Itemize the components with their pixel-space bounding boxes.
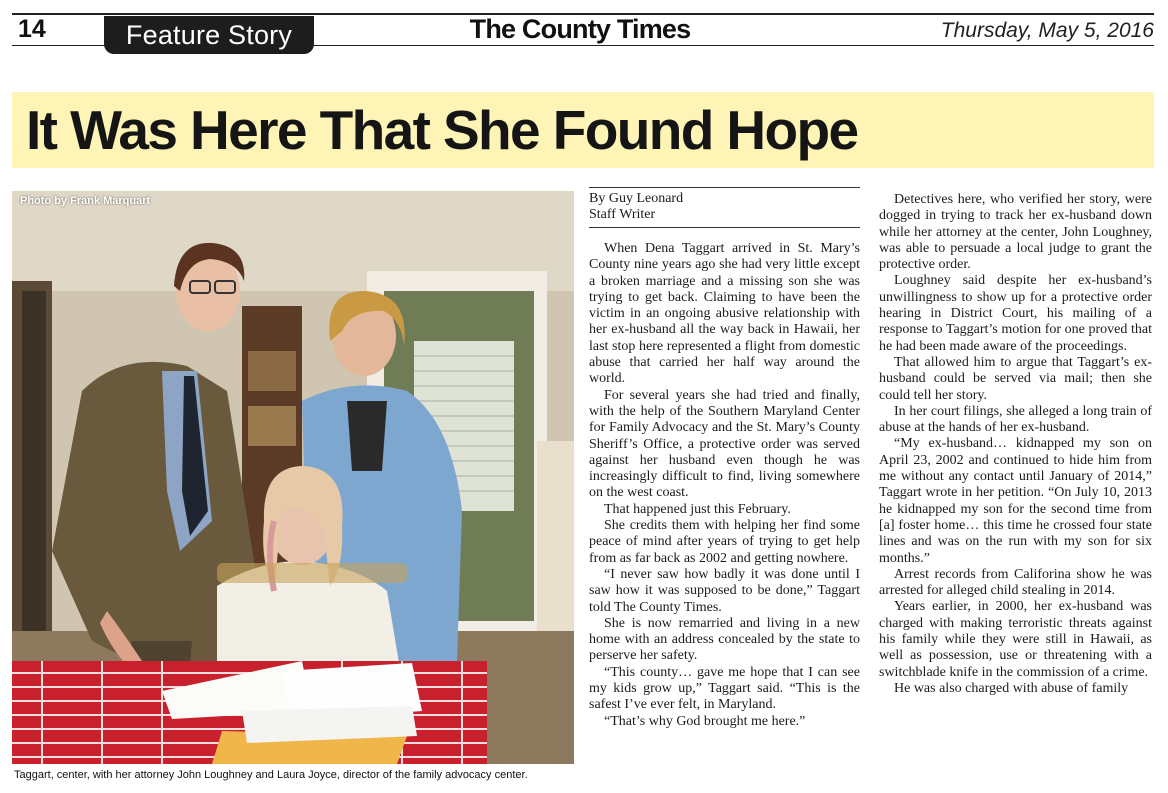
paragraph: That allowed him to argue that Taggart’s ex-husband could be served via mail; then she could tell her story.: [879, 354, 1152, 403]
paragraph: “This county… gave me hope that I can see my kids grow up,” Taggart said. “This is the safest I’ve ever felt, in Maryland.: [589, 664, 860, 713]
paragraph: “I never saw how badly it was done until I saw how it was supposed to be done,” Taggart told The County Times.: [589, 566, 860, 615]
article-column-1: [589, 241, 860, 730]
paragraph: That happened just this February.: [604, 501, 791, 517]
paragraph: Loughney said despite her ex-husband’s unwillingness to show up for a protective order hearing in District Court, his mailing of a response to Taggart’s motion for one proved that he had been made aware of the proceedings.: [879, 273, 1152, 354]
page-number: 14: [18, 15, 46, 43]
article-photo: [12, 191, 574, 764]
paragraph: She credits them with helping her find some peace of mind after years of trying to get help from as far back as 2002 and getting nowhere.: [589, 518, 860, 566]
paragraph: She is now remarried and living in a new home with an address concealed by the state to perserve her safety.: [589, 615, 860, 664]
article-column-2: [879, 192, 1152, 697]
photo-caption: Taggart, center, with her attorney John Loughney and Laura Joyce, director of the family advocacy center.: [14, 769, 528, 781]
headline: It Was Here That She Found Hope: [26, 99, 858, 161]
byline: [589, 187, 860, 228]
paragraph: “That’s why God brought me here.”: [604, 713, 806, 729]
issue-date: Thursday, May 5, 2016: [940, 19, 1154, 42]
byline-title: Staff Writer: [589, 207, 656, 222]
paragraph: For several years she had tried and finally, with the help of the Southern Maryland Center for Family Advocacy and the St. Mary’s County Sheriff’s Office, a protective order was served against her husband even though he was increasingly difficult to find, living somewhere on the west coast.: [589, 387, 860, 501]
paragraph: In her court filings, she alleged a long train of abuse at the hands of her ex-husband.: [879, 403, 1152, 436]
photo-credit: Photo by Frank Marquart: [20, 195, 151, 207]
section-tab: Feature Story: [104, 16, 314, 54]
paragraph: He was also charged with abuse of family: [894, 680, 1129, 696]
byline-author: By Guy Leonard: [589, 191, 684, 206]
paragraph: Detectives here, who verified her story, were dogged in trying to track her ex-husband down while her attorney at the center, John Loughney, was able to persuade a local judge to grant the protective order.: [879, 192, 1152, 273]
masthead: The County Times: [469, 14, 691, 44]
paragraph: “My ex-husband… kidnapped my son on April 23, 2002 and continued to hide him from me without any contact until January of 2014,” Taggart wrote in her petition. “On July 10, 2013 he kidnapped my son for the second time from [a] foster home… this time he crossed four state lines and was on the run with my son for six months.”: [879, 436, 1152, 566]
paragraph: Arrest records from Califorina show he was arrested for alleged child stealing in 2014.: [879, 566, 1152, 599]
paragraph: When Dena Taggart arrived in St. Mary’s County nine years ago she had very little except a broken marriage and a missing son she was trying to get back. Claiming to have been the victim in an ongoing abusive relationship with her ex-husband all the way back in Hawaii, her last stop here represented a flight from domestic abuse that carried her half way around the world.: [589, 241, 860, 387]
paragraph: Years earlier, in 2000, her ex-husband was charged with making terroristic threats against his family while they were still in Hawaii, as well as possession, use or threatening with a switchblade knife in the commission of a crime.: [879, 599, 1152, 680]
